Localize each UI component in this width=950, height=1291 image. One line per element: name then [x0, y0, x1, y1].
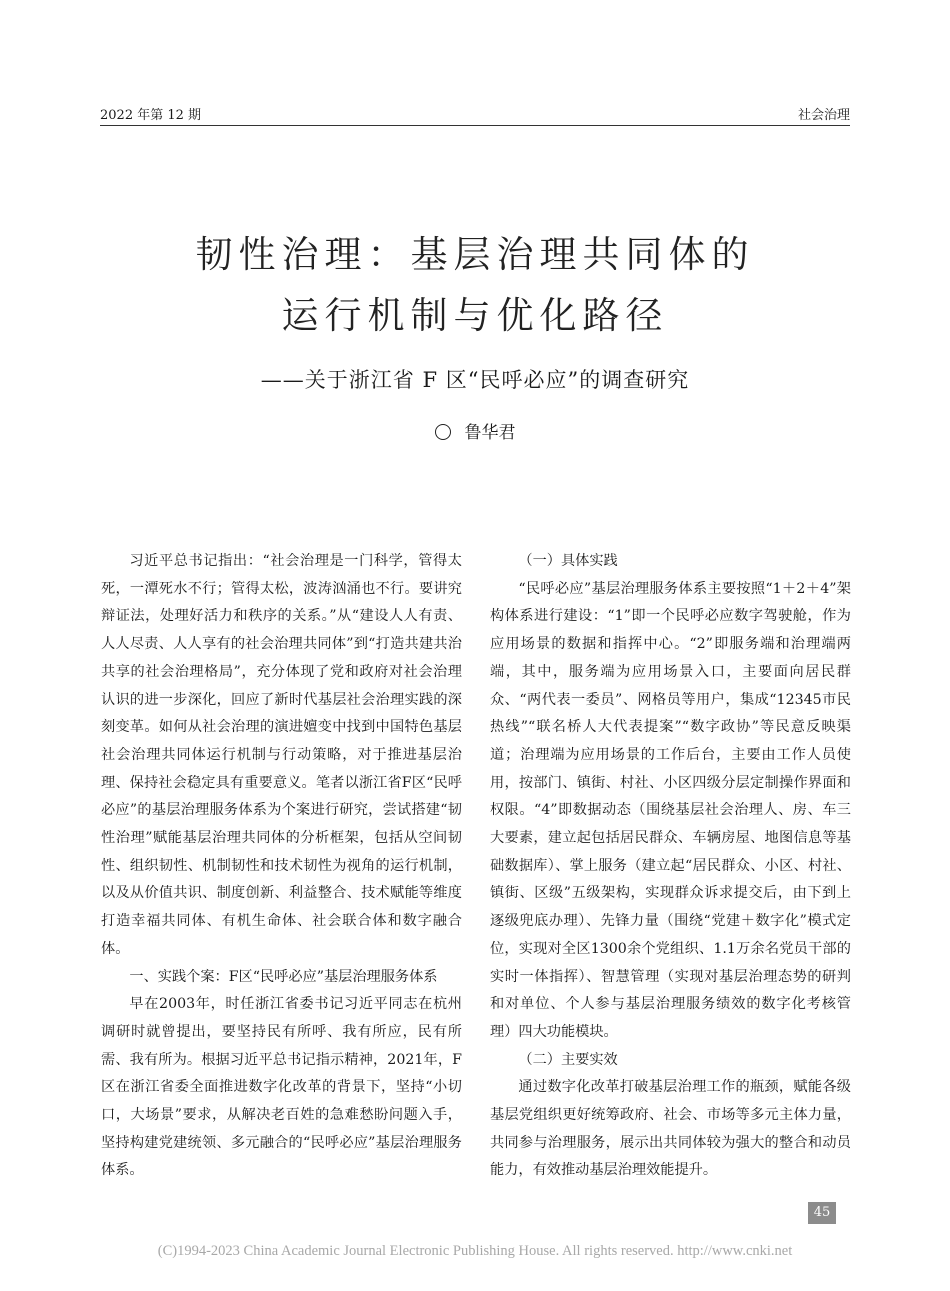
paragraph: 习近平总书记指出：“社会治理是一门科学，管得太死，一潭死水不行；管得太松，波涛汹涌也不行。要讲究辩证法，处理好活力和秩序的关系。”从“建设人人有责、人人尽责、人人享有的社会治理共同体”到“打造共建共治共享的社会治理格局”，充分体现了党和政府对社会治理认识的进一步深化，回应了新时代基层社会治理实践的深刻变革。如何从社会治理的演进嬗变中找到中国特色基层社会治理共同体运行机制与行动策略，对于推进基层治理、保持社会稳定具有重要意义。笔者以浙江省F区“民呼必应”的基层治理服务体系为个案进行研究，尝试搭建“韧性治理”赋能基层治理共同体的分析框架，包括从空间韧性、组织韧性、机制韧性和技术韧性为视角的运行机制，以及从价值共识、制度创新、利益整合、技术赋能等维度打造幸福共同体、有机生命体、社会联合体和数字融合体。 [101, 553, 462, 957]
page-number: 45 [808, 1202, 836, 1224]
copyright-footer: (C)1994-2023 China Academic Journal Electronic Publishing House. All rights reserved. http://www.cnki.net [157, 1243, 793, 1259]
section-heading: 一、实践个案：F区“民呼必应”基层治理服务体系 [129, 968, 438, 985]
author-line [0, 418, 950, 443]
article-title-line-1: 韧性治理：基层治理共同体的 [195, 233, 755, 276]
article-subtitle: ——关于浙江省 F 区“民呼必应”的调查研究 [260, 368, 690, 392]
author-circle-icon [435, 424, 451, 440]
right-column [490, 548, 851, 1185]
left-column [101, 548, 462, 1185]
journal-issue: 2022 年第 12 期 [100, 108, 202, 123]
header-rule [100, 125, 850, 126]
author-name: 鲁华君 [464, 423, 516, 443]
paragraph: “民呼必应”基层治理服务体系主要按照“1＋2＋4”架构体系进行建设：“1”即一个民呼必应数字驾驶舱，作为应用场景的数据和指挥中心。“2”即服务端和治理端两端，其中，服务端为应用场景入口，主要面向居民群众、“两代表一委员”、网格员等用户，集成“12345市民热线”“联名桥人大代表提案”“数字政协”等民意反映渠道；治理端为应用场景的工作后台，主要由工作人员使用，按部门、镇街、村社、小区四级分层定制操作界面和权限。“4”即数据动态（围绕基层社会治理人、房、车三大要素，建立起包括居民群众、车辆房屋、地图信息等基础数据库）、掌上服务（建立起“居民群众、小区、村社、镇街、区级”五级架构，实现群众诉求提交后，由下到上逐级兜底办理）、先锋力量（围绕“党建＋数字化”模式定位，实现对全区1300余个党组织、1.1万余名党员干部的实时一体指挥）、智慧管理（实现对基层治理态势的研判和对单位、个人参与基层治理服务绩效的数字化考核管理）四大功能模块。 [490, 580, 851, 1040]
journal-section: 社会治理 [797, 108, 850, 123]
subsection-heading: （一）具体实践 [518, 553, 618, 569]
article-title-line-2: 运行机制与优化路径 [281, 294, 669, 337]
paragraph: 早在2003年，时任浙江省委书记习近平同志在杭州调研时就曾提出，要坚持民有所呼、我有所应，民有所需、我有所为。根据习近平总书记指示精神，2021年，F区在浙江省委全面推进数字化改革的背景下，坚持“小切口，大场景”要求，从解决老百姓的急难愁盼问题入手，坚持构建党建统领、多元融合的“民呼必应”基层治理服务体系。 [101, 996, 462, 1179]
subsection-heading: （二）主要实效 [518, 1051, 618, 1068]
paragraph: 通过数字化改革打破基层治理工作的瓶颈，赋能各级基层党组织更好统筹政府、社会、市场等多元主体力量，共同参与治理服务，展示出共同体较为强大的整合和动员能力，有效推动基层治理效能提升。 [490, 1079, 851, 1179]
